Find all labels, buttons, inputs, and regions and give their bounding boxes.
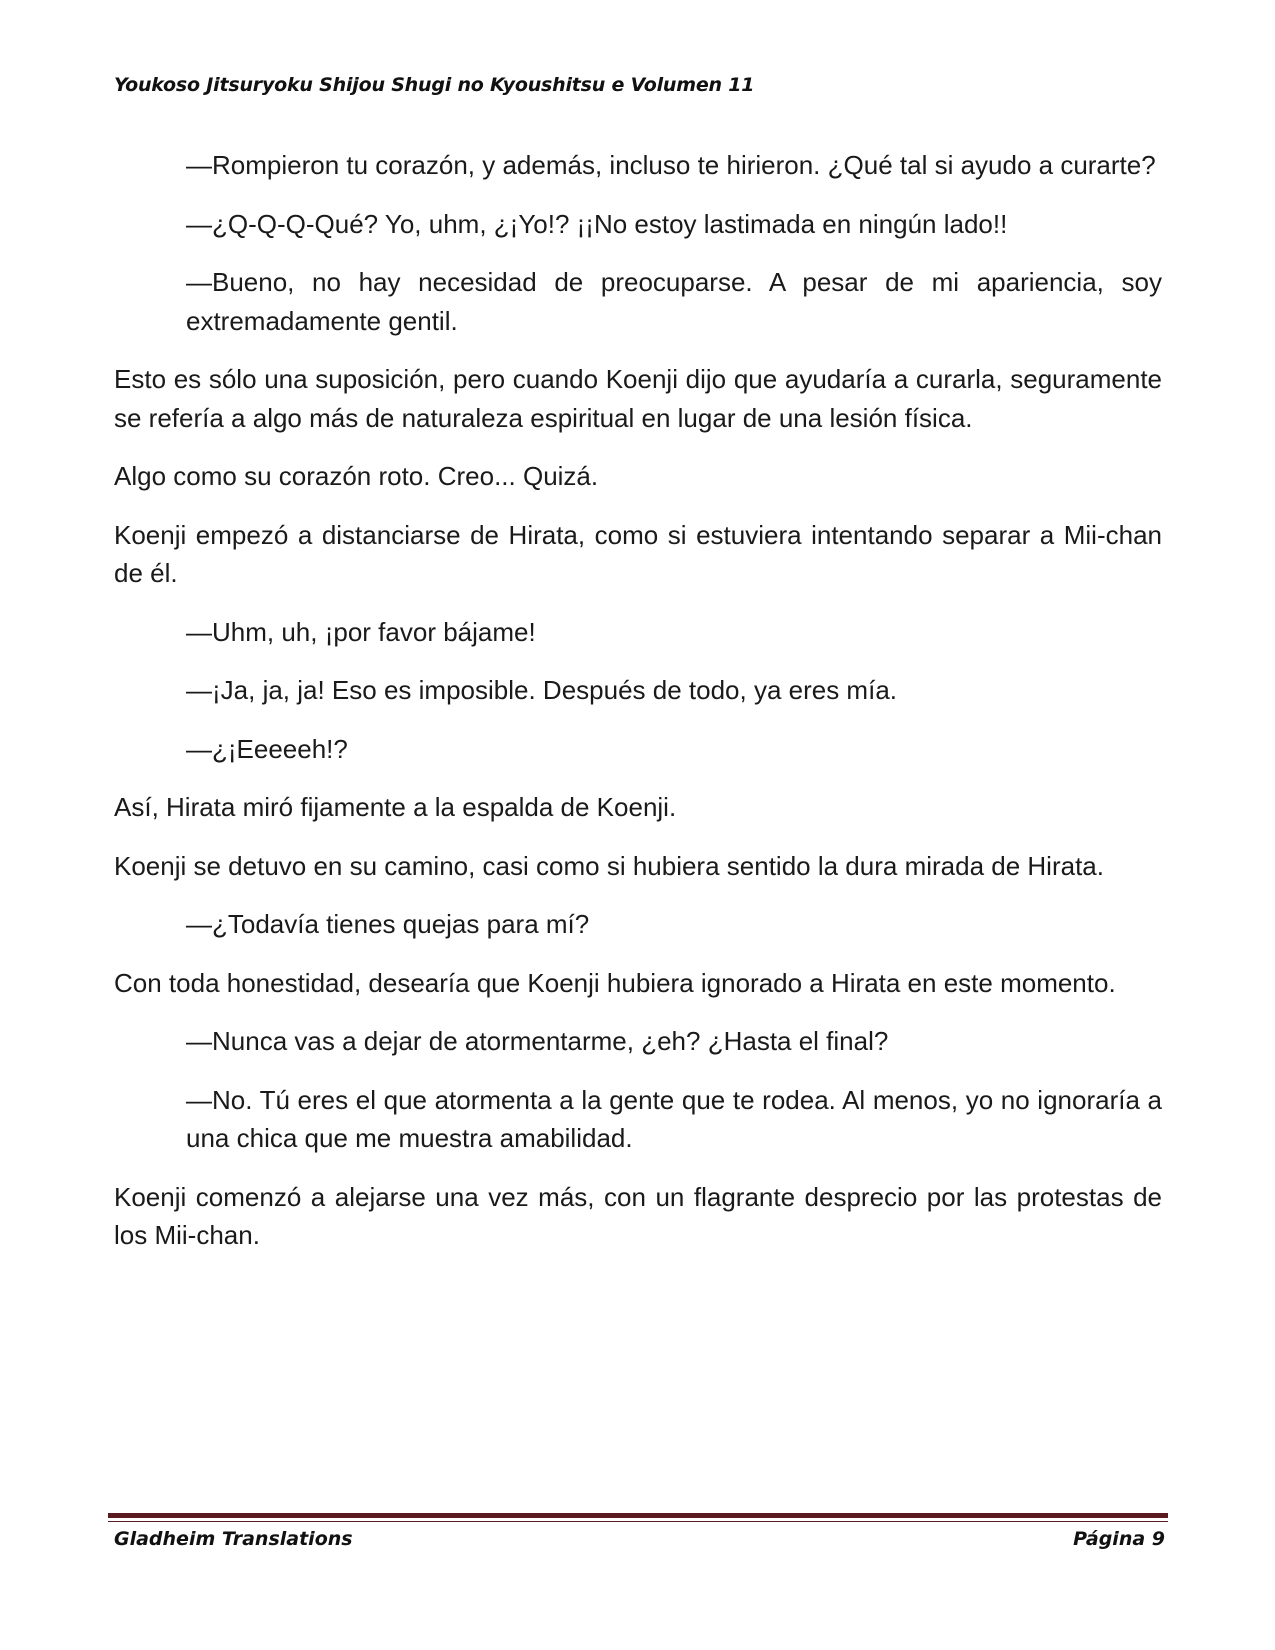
footer-divider-thick (108, 1513, 1168, 1518)
narration-paragraph: Koenji comenzó a alejarse una vez más, con un flagrante desprecio por las protestas de los Mii-chan. (114, 1181, 1162, 1250)
page-header-title: Youkoso Jitsuryoku Shijou Shugi no Kyoushitsu e Volumen 11 (114, 74, 755, 96)
narration-paragraph: Esto es sólo una suposición, pero cuando Koenji dijo que ayudaría a curarla, seguramente se refería a algo más de naturaleza espiritual en lugar de una lesión física. (114, 364, 1162, 433)
dialogue-paragraph: —Nunca vas a dejar de atormentarme, ¿eh? ¿Hasta el final? (186, 1026, 889, 1056)
dialogue-paragraph: —No. Tú eres el que atormenta a la gente que te rodea. Al menos, yo no ignoraría a una chica que me muestra amabilidad. (186, 1084, 1162, 1153)
narration-paragraph: Con toda honestidad, desearía que Koenji hubiera ignorado a Hirata en este momento. (114, 967, 1116, 998)
dialogue-paragraph: —¿¡Eeeeeh!? (186, 733, 348, 764)
dialogue-paragraph: —Bueno, no hay necesidad de preocuparse. A pesar de mi apariencia, soy extremadamente gentil. (186, 267, 1162, 336)
narration-paragraph: Algo como su corazón roto. Creo... Quizá. (114, 461, 599, 491)
footer-page-number: Página 9 (1073, 1528, 1165, 1550)
dialogue-paragraph: —Uhm, uh, ¡por favor bájame! (186, 616, 536, 647)
dialogue-paragraph: —¿Todavía tienes quejas para mí? (186, 909, 590, 939)
narration-paragraph: Así, Hirata miró fijamente a la espalda de Koenji. (114, 792, 677, 822)
dialogue-paragraph: —Rompieron tu corazón, y además, incluso te hirieron. ¿Qué tal si ayudo a curarte? (186, 150, 1156, 180)
dialogue-paragraph: —¡Ja, ja, ja! Eso es imposible. Después de todo, ya eres mía. (186, 675, 898, 705)
narration-paragraph: Koenji se detuvo en su camino, casi como si hubiera sentido la dura mirada de Hirata. (114, 850, 1104, 881)
page-body (114, 146, 1162, 1275)
footer-divider-thin (108, 1521, 1168, 1522)
narration-paragraph: Koenji empezó a distanciarse de Hirata, como si estuviera intentando separar a Mii-chan de él. (114, 519, 1162, 588)
footer-translator-credit: Gladheim Translations (114, 1528, 353, 1550)
dialogue-paragraph: —¿Q-Q-Q-Qué? Yo, uhm, ¿¡Yo!? ¡¡No estoy lastimada en ningún lado!! (186, 208, 1008, 239)
